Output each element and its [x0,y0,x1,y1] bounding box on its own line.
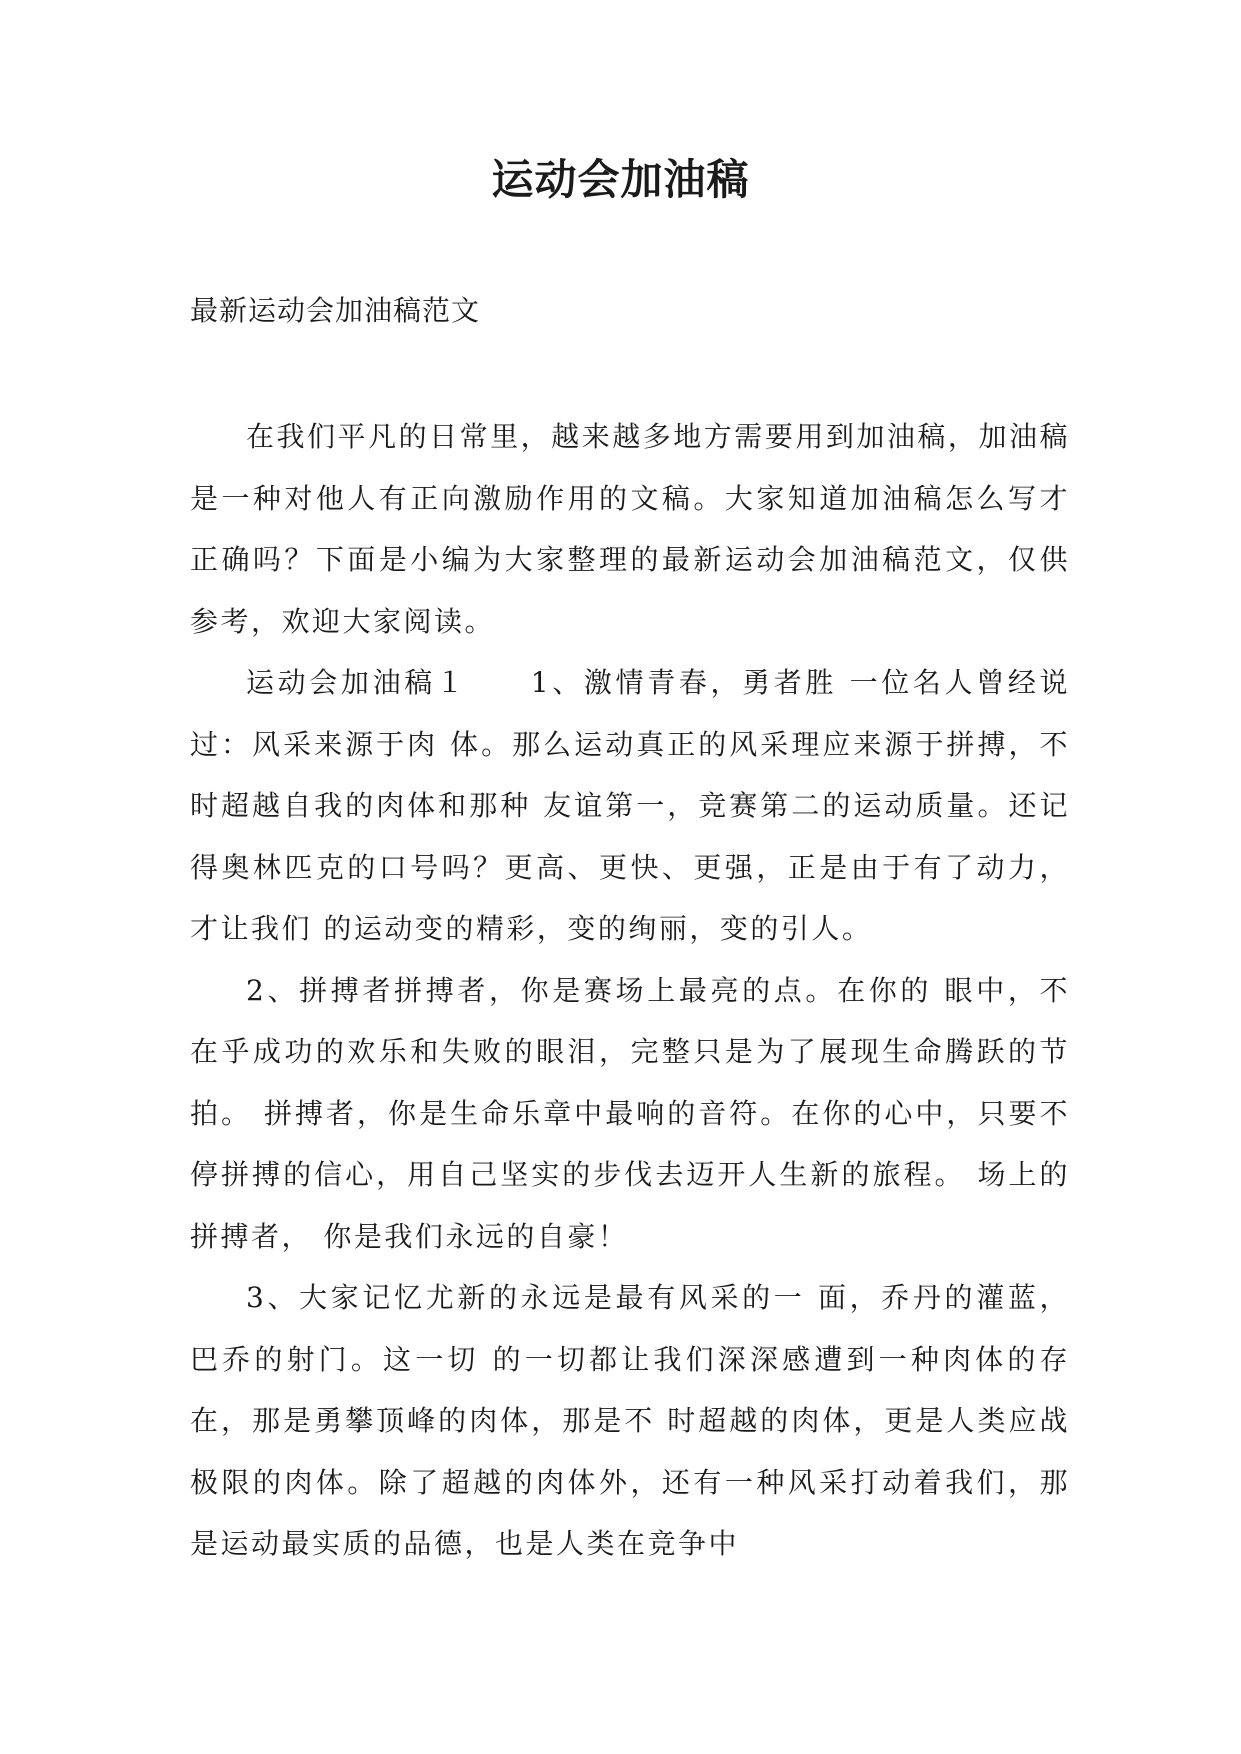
paragraph-cheer-1: 运动会加油稿１ 1、激情青春，勇者胜 一位名人曾经说过：风采来源于肉 体。那么运动真正的风采理应来源于拼搏，不时超越自我的肉体和那种 友谊第一，竞赛第二的运动质量。还记得奥林匹克的口号吗？更高、更快、更强，正是由于有了动力，才让我们 的运动变的精彩，变的绚丽，变的引人。 [190,666,1070,945]
paragraph-intro: 在我们平凡的日常里，越来越多地方需要用到加油稿，加油稿是一种对他人有正向激励作用的文稿。大家知道加油稿怎么写才正确吗？下面是小编为大家整理的最新运动会加油稿范文，仅供参考，欢迎大家阅读。 [190,420,1070,638]
document-subtitle: 最新运动会加油稿范文 [190,294,481,327]
document-title: 运动会加油稿 [491,155,750,204]
paragraph-cheer-3: 3、大家记忆尤新的永远是最有风采的一 面，乔丹的灌蓝，巴乔的射门。这一切 的一切都让我们深深感遭到一种肉体的存在，那是勇攀顶峰的肉体，那是不 时超越的肉体，更是人类应战极限的肉体。除了超越的肉体外，还有一种风采打动着我们，那是运动最实质的品德，也是人类在竞争中 [190,1281,1070,1560]
document-body [190,406,1070,1575]
paragraph-cheer-2: 2、拼搏者拼搏者，你是赛场上最亮的点。在你的 眼中，不在乎成功的欢乐和失败的眼泪，完整只是为了展现生命腾跃的节拍。 拼搏者，你是生命乐章中最响的音符。在你的心中，只要不停拼搏的信心，用自己坚实的步伐去迈开人生新的旅程。 场上的拼搏者， 你是我们永远的自豪！ [190,973,1070,1253]
